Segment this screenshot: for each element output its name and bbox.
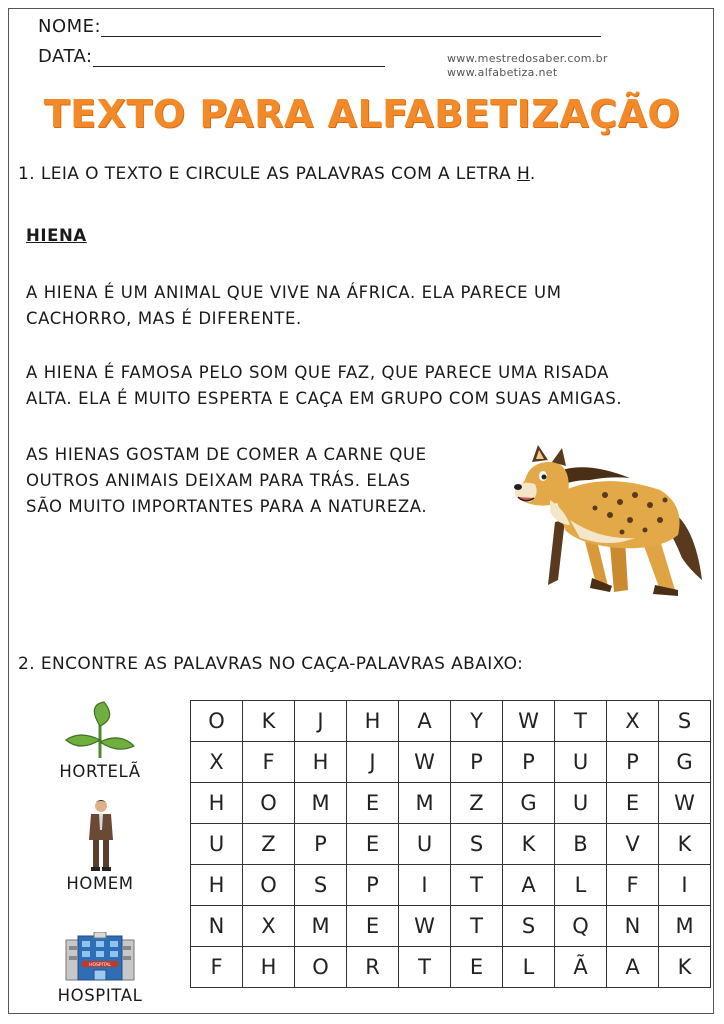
grid-row (191, 824, 711, 865)
grid-cell[interactable]: I (399, 865, 451, 906)
hospital-building-icon (64, 932, 136, 982)
page-title: TEXTO PARA ALFABETIZAÇÃO (43, 92, 681, 136)
date-label: DATA: (38, 46, 93, 67)
mint-leaf-icon (62, 700, 138, 760)
grid-row (191, 865, 711, 906)
grid-cell[interactable]: F (191, 947, 243, 988)
grid-cell[interactable]: K (659, 824, 711, 865)
grid-cell[interactable]: K (243, 701, 295, 742)
question-2: 2. ENCONTRE AS PALAVRAS NO CAÇA-PALAVRAS ABAIXO: (18, 654, 524, 674)
grid-cell[interactable]: W (503, 701, 555, 742)
question-1-letter: H (516, 164, 530, 184)
grid-cell[interactable]: O (243, 783, 295, 824)
grid-cell[interactable]: P (503, 742, 555, 783)
grid-cell[interactable]: H (191, 783, 243, 824)
grid-cell[interactable]: O (243, 865, 295, 906)
date-line (93, 48, 385, 67)
word-hospital: HOSPITAL (57, 986, 143, 1005)
grid-cell[interactable]: F (607, 865, 659, 906)
text-line: CACHORRO, MAS É DIFERENTE. (26, 309, 302, 328)
grid-cell[interactable]: J (295, 701, 347, 742)
site-url-2: www.alfabetiza.net (447, 66, 558, 79)
grid-cell[interactable]: N (191, 906, 243, 947)
grid-row (191, 783, 711, 824)
grid-cell[interactable]: S (659, 701, 711, 742)
grid-cell[interactable]: H (191, 865, 243, 906)
grid-cell[interactable]: H (347, 701, 399, 742)
grid-cell[interactable]: T (555, 701, 607, 742)
grid-cell[interactable]: U (555, 742, 607, 783)
grid-cell[interactable]: A (503, 865, 555, 906)
hospital-sign-text: HOSPITAL (89, 963, 111, 968)
grid-row (191, 701, 711, 742)
grid-cell[interactable]: P (295, 824, 347, 865)
grid-cell[interactable]: U (191, 824, 243, 865)
grid-cell[interactable]: I (659, 865, 711, 906)
grid-cell[interactable]: P (347, 865, 399, 906)
grid-cell[interactable]: S (295, 865, 347, 906)
grid-cell[interactable]: U (399, 824, 451, 865)
word-hortela: HORTELÃ (59, 762, 141, 781)
grid-cell[interactable]: Z (243, 824, 295, 865)
grid-cell[interactable]: X (607, 701, 659, 742)
man-icon (84, 798, 118, 872)
grid-cell[interactable]: N (607, 906, 659, 947)
grid-cell[interactable]: O (295, 947, 347, 988)
grid-cell[interactable]: E (607, 783, 659, 824)
grid-cell[interactable]: T (451, 906, 503, 947)
text-line: ALTA. ELA É MUITO ESPERTA E CAÇA EM GRUPO COM SUAS AMIGAS. (26, 389, 623, 408)
name-field (38, 16, 601, 37)
grid-cell[interactable]: R (347, 947, 399, 988)
grid-cell[interactable]: S (451, 824, 503, 865)
grid-cell[interactable]: O (191, 701, 243, 742)
grid-cell[interactable]: M (399, 783, 451, 824)
grid-cell[interactable]: U (555, 783, 607, 824)
grid-cell[interactable]: F (243, 742, 295, 783)
question-1 (18, 164, 536, 184)
site-url-1: www.mestredosaber.com.br (447, 52, 608, 65)
grid-cell[interactable]: Ã (555, 947, 607, 988)
grid-cell[interactable]: M (659, 906, 711, 947)
grid-cell[interactable]: L (503, 947, 555, 988)
grid-cell[interactable]: H (243, 947, 295, 988)
grid-cell[interactable]: Y (451, 701, 503, 742)
grid-cell[interactable]: H (295, 742, 347, 783)
grid-cell[interactable]: M (295, 906, 347, 947)
paragraph-2 (26, 360, 622, 412)
text-line: SÃO MUITO IMPORTANTES PARA A NATUREZA. (26, 497, 428, 516)
grid-cell[interactable]: M (295, 783, 347, 824)
grid-row (191, 906, 711, 947)
grid-cell[interactable]: Q (555, 906, 607, 947)
grid-cell[interactable]: J (347, 742, 399, 783)
name-label: NOME: (38, 16, 102, 37)
grid-cell[interactable]: K (659, 947, 711, 988)
grid-cell[interactable]: G (659, 742, 711, 783)
grid-cell[interactable]: E (347, 824, 399, 865)
grid-cell[interactable]: A (607, 947, 659, 988)
grid-cell[interactable]: P (451, 742, 503, 783)
grid-cell[interactable]: L (555, 865, 607, 906)
grid-cell[interactable]: B (555, 824, 607, 865)
grid-cell[interactable]: W (399, 906, 451, 947)
grid-cell[interactable]: E (451, 947, 503, 988)
grid-row (191, 742, 711, 783)
grid-cell[interactable]: W (399, 742, 451, 783)
word-homem: HOMEM (66, 874, 134, 893)
grid-cell[interactable]: E (347, 783, 399, 824)
name-line (101, 18, 601, 37)
hyena-illustration (510, 440, 710, 600)
grid-cell[interactable]: A (399, 701, 451, 742)
grid-cell[interactable]: T (399, 947, 451, 988)
grid-cell[interactable]: P (607, 742, 659, 783)
grid-cell[interactable]: K (503, 824, 555, 865)
paragraph-1 (26, 280, 562, 332)
text-line: AS HIENAS GOSTAM DE COMER A CARNE QUE (26, 445, 427, 464)
grid-row (191, 947, 711, 988)
grid-cell[interactable]: X (243, 906, 295, 947)
grid-cell[interactable]: S (503, 906, 555, 947)
grid-cell[interactable]: X (191, 742, 243, 783)
question-1-text: 1. LEIA O TEXTO E CIRCULE AS PALAVRAS COM A LETRA (18, 164, 517, 184)
paragraph-3 (26, 442, 427, 520)
grid-cell[interactable]: G (503, 783, 555, 824)
text-line: A HIENA É FAMOSA PELO SOM QUE FAZ, QUE PARECE UMA RISADA (26, 363, 610, 382)
grid-cell[interactable]: V (607, 824, 659, 865)
text-line: OUTROS ANIMAIS DEIXAM PARA TRÁS. ELAS (26, 471, 411, 490)
grid-cell[interactable]: W (659, 783, 711, 824)
grid-cell[interactable]: T (451, 865, 503, 906)
text-line: A HIENA É UM ANIMAL QUE VIVE NA ÁFRICA. ELA PARECE UM (26, 283, 562, 302)
grid-cell[interactable]: E (347, 906, 399, 947)
question-1-suffix: . (529, 164, 536, 184)
grid-cell[interactable]: Z (451, 783, 503, 824)
date-field (38, 46, 385, 67)
word-search-grid (190, 700, 711, 988)
story-title: HIENA (26, 226, 87, 245)
